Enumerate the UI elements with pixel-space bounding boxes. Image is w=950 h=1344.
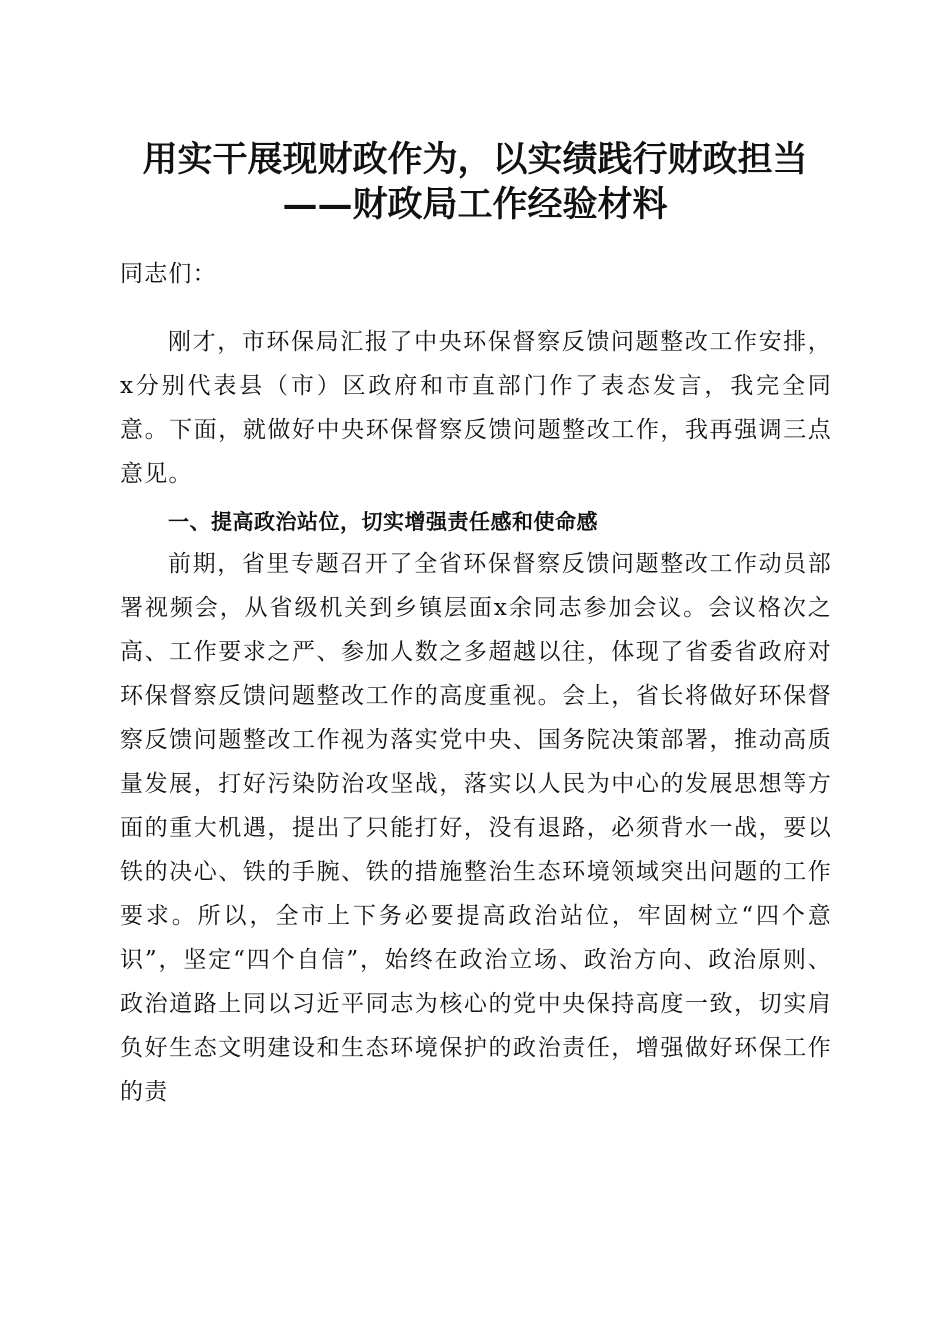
document-title: 用实干展现财政作为，以实绩践行财政担当 [142, 139, 808, 180]
document-subtitle: ——财政局工作经验材料 [282, 184, 668, 225]
salutation: 同志们： [120, 261, 217, 287]
paragraph-section-1: 前期，省里专题召开了全省环保督察反馈问题整改工作动员部署视频会，从省级机关到乡镇层面x余同志参加会议。会议格次之高、工作要求之严、参加人数之多超越以往，体现了省委省政府对环保督察反馈问题整改工作的高度重视。会上，省长将做好环保督察反馈问题整改工作视为落实党中央、国务院决策部署，推动高质量发展，打好污染防治攻坚战，落实以人民为中心的发展思想等方面的重大机遇，提出了只能打好，没有退路，必须背水一战，要以铁的决心、铁的手腕、铁的措施整治生态环境领域突出问题的工作要求。所以，全市上下务必要提高政治站位，牢固树立“四个意识”，坚定“四个自信”，始终在政治立场、政治方向、政治原则、政治道路上同以习近平同志为核心的党中央保持高度一致，切实肩负好生态文明建设和生态环境保护的政治责任，增强做好环保工作的责 [120, 551, 832, 1105]
section-heading-1: 一、提高政治站位，切实增强责任感和使命感 [168, 510, 598, 534]
paragraph-opening: 刚才，市环保局汇报了中央环保督察反馈问题整改工作安排，x分别代表县（市）区政府和市直部门作了表态发言，我完全同意。下面，就做好中央环保督察反馈问题整改工作，我再强调三点意见。 [120, 329, 832, 487]
